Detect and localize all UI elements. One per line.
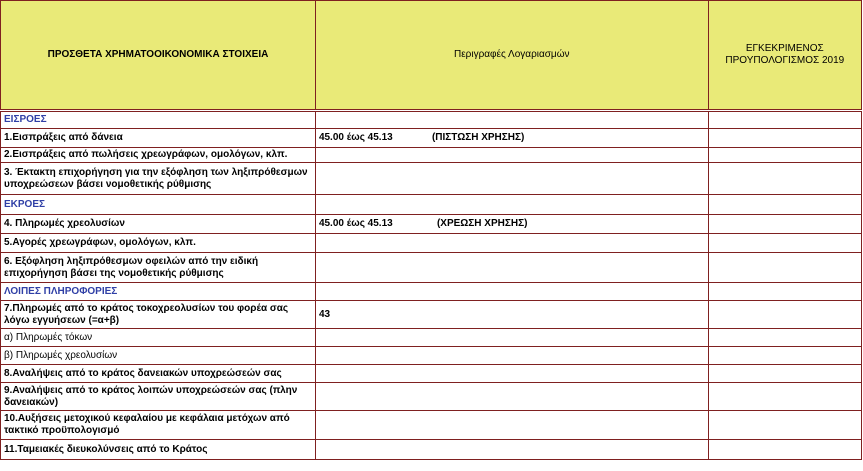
header-row	[1, 1, 862, 111]
account-note: (ΧΡΕΩΣΗ ΧΡΗΣΗΣ)	[436, 218, 528, 229]
budget-cell[interactable]	[708, 329, 861, 347]
account-cell[interactable]	[315, 411, 708, 440]
account-cell[interactable]: 43	[315, 301, 708, 329]
table-row	[1, 129, 862, 148]
account-cell[interactable]	[315, 234, 708, 253]
budget-cell[interactable]	[708, 365, 861, 383]
budget-cell[interactable]	[708, 347, 861, 365]
account-cell[interactable]	[315, 111, 708, 129]
row-label[interactable]: 7.Πληρωμές από το κράτος τοκοχρεολυσίων του φορέα σας λόγω εγγυήσεων (=α+β)	[1, 301, 316, 329]
table-row	[1, 411, 862, 440]
header-cell-financial-data[interactable]: ΠΡΟΣΘΕΤΑ ΧΡΗΜΑΤΟΟΙΚΟΝΟΜΙΚΑ ΣΤΟΙΧΕΙΑ	[1, 1, 316, 111]
budget-cell[interactable]	[708, 253, 861, 283]
section-label[interactable]: ΛΟΙΠΕΣ ΠΛΗΡΟΦΟΡΙΕΣ	[1, 283, 316, 301]
budget-cell[interactable]	[708, 234, 861, 253]
header-budget-line2: ΠΡΟΥΠΟΛΟΓΙΣΜΟΣ 2019	[725, 55, 845, 66]
account-cell[interactable]	[315, 383, 708, 411]
budget-cell[interactable]	[708, 163, 861, 195]
table-row	[1, 215, 862, 234]
row-label[interactable]: 2.Εισπράξεις από πωλήσεις χρεωγράφων, ομολόγων, κλπ.	[1, 148, 316, 163]
account-range: 45.00 έως 45.13	[318, 218, 393, 229]
table-row	[1, 365, 862, 383]
budget-cell[interactable]	[708, 383, 861, 411]
account-range: 45.00 έως 45.13	[318, 132, 393, 143]
account-cell[interactable]	[315, 283, 708, 301]
account-cell[interactable]	[315, 148, 708, 163]
budget-cell[interactable]	[708, 195, 861, 215]
account-cell[interactable]	[315, 365, 708, 383]
table-row	[1, 148, 862, 163]
account-cell[interactable]	[315, 129, 708, 148]
section-label[interactable]: ΕΚΡΟΕΣ	[1, 195, 316, 215]
row-label[interactable]: 8.Αναλήψεις από το κράτος δανειακών υποχρεώσεών σας	[1, 365, 316, 383]
table-row	[1, 195, 862, 215]
row-label[interactable]: 3. Έκτακτη επιχορήγηση για την εξόφληση των ληξιπρόθεσμων υποχρεώσεων βάσει νομοθετικής ρύθμισης	[1, 163, 316, 195]
table-row	[1, 329, 862, 347]
table-row	[1, 301, 862, 329]
row-label[interactable]: 10.Αυξήσεις μετοχικού κεφαλαίου με κεφάλαια μετόχων από τακτικό προϋπολογισμό	[1, 411, 316, 440]
row-label[interactable]: α) Πληρωμές τόκων	[1, 329, 316, 347]
account-cell[interactable]	[315, 195, 708, 215]
row-label[interactable]: 11.Ταμειακές διευκολύνσεις από το Κράτος	[1, 440, 316, 460]
budget-cell[interactable]	[708, 301, 861, 329]
row-label[interactable]: 1.Εισπράξεις από δάνεια	[1, 129, 316, 148]
row-label[interactable]: 9.Αναλήψεις από το κράτος λοιπών υποχρεώσεών σας (πλην δανειακών)	[1, 383, 316, 411]
account-cell[interactable]	[315, 253, 708, 283]
budget-cell[interactable]	[708, 111, 861, 129]
account-cell[interactable]	[315, 329, 708, 347]
account-cell[interactable]	[315, 347, 708, 365]
account-cell[interactable]	[315, 215, 708, 234]
budget-cell[interactable]	[708, 411, 861, 440]
budget-cell[interactable]	[708, 129, 861, 148]
table-row	[1, 383, 862, 411]
section-label[interactable]: ΕΙΣΡΟΕΣ	[1, 111, 316, 129]
account-cell[interactable]	[315, 440, 708, 460]
table-row	[1, 234, 862, 253]
table-row	[1, 111, 862, 129]
row-label[interactable]: 5.Αγορές χρεωγράφων, ομολόγων, κλπ.	[1, 234, 316, 253]
row-label[interactable]: β) Πληρωμές χρεολυσίων	[1, 347, 316, 365]
account-cell[interactable]	[315, 163, 708, 195]
budget-cell[interactable]	[708, 215, 861, 234]
header-cell-approved-budget[interactable]	[708, 1, 861, 111]
table-row	[1, 163, 862, 195]
row-label[interactable]: 6. Εξόφληση ληξιπρόθεσμων οφειλών από την ειδική επιχορήγηση βάσει της νομοθετικής ρύθμισης	[1, 253, 316, 283]
budget-cell[interactable]	[708, 148, 861, 163]
table-row	[1, 347, 862, 365]
account-note: (ΠΙΣΤΩΣΗ ΧΡΗΣΗΣ)	[431, 132, 525, 143]
budget-cell[interactable]	[708, 440, 861, 460]
table-row	[1, 253, 862, 283]
table-row	[1, 440, 862, 460]
row-label[interactable]: 4. Πληρωμές χρεολυσίων	[1, 215, 316, 234]
table-row	[1, 283, 862, 301]
budget-cell[interactable]	[708, 283, 861, 301]
header-budget-line1: ΕΓΚΕΚΡΙΜΕΝΟΣ	[745, 43, 824, 54]
header-cell-account-descriptions[interactable]: Περιγραφές Λογαριασμών	[315, 1, 708, 111]
